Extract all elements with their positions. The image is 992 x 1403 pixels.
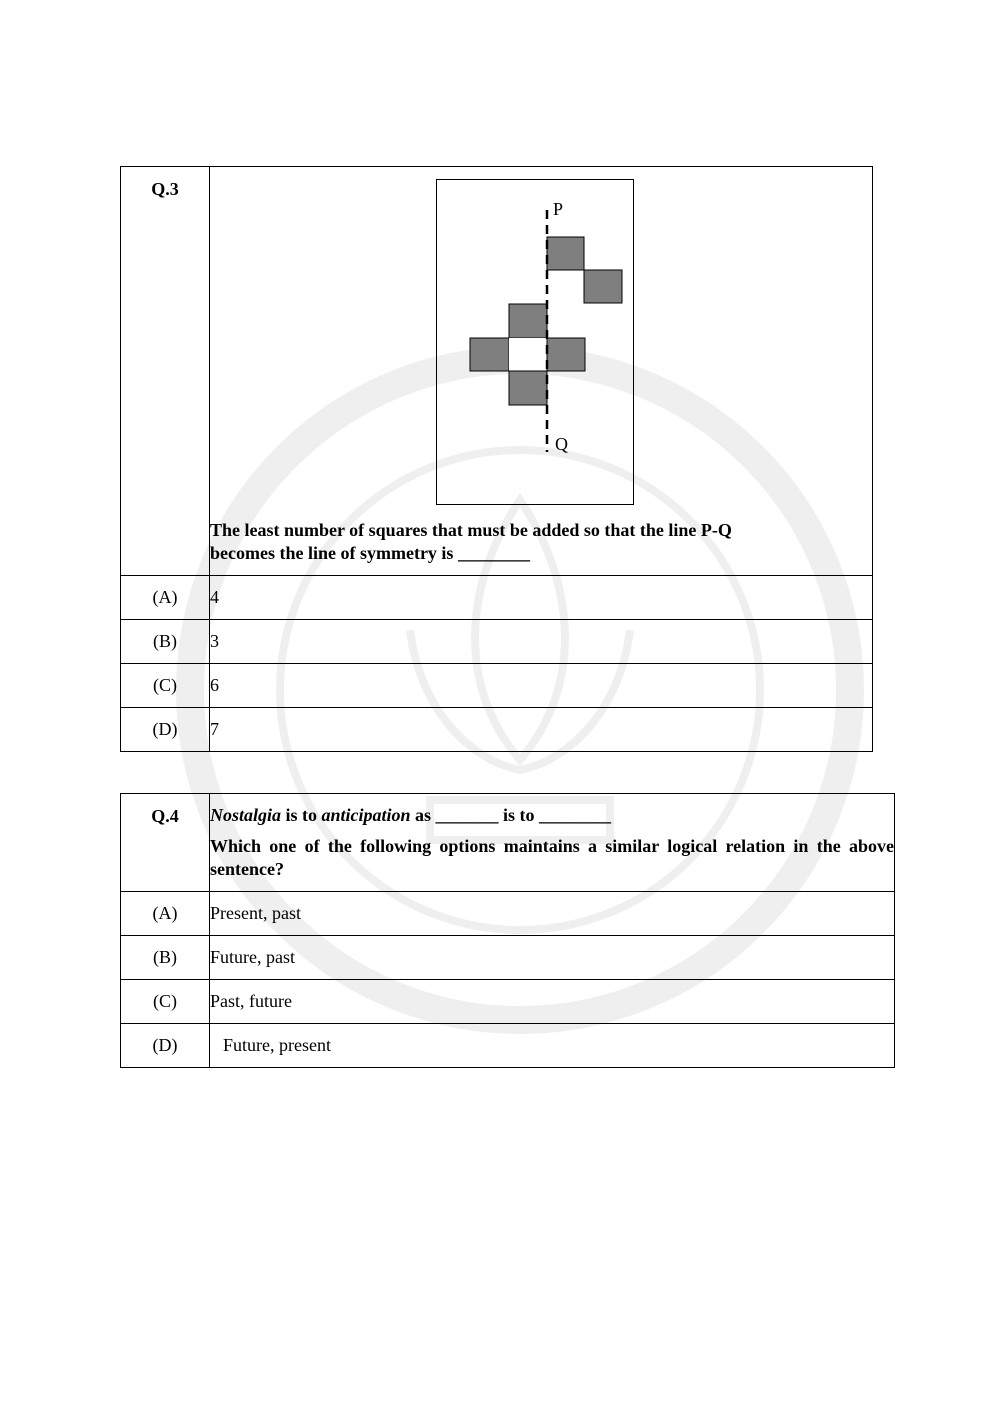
option-label: (B) (121, 620, 210, 664)
shaded-square (584, 270, 622, 303)
shaded-square (547, 237, 584, 270)
question-instruction: Which one of the following options maintains a similar logical relation in the above sentence? (210, 836, 894, 879)
question-3-table (120, 166, 873, 752)
question-number: Q.4 (121, 794, 210, 892)
option-text: 6 (210, 664, 873, 708)
symmetry-figure (436, 179, 634, 505)
question-number: Q.3 (121, 167, 210, 576)
stem-italic-word: anticipation (321, 805, 411, 825)
option-row-b (121, 936, 895, 980)
label-q: Q (555, 434, 568, 454)
option-row-b (121, 620, 873, 664)
option-label: (D) (121, 1024, 210, 1068)
symmetry-diagram (437, 180, 633, 504)
stem-text: is to (281, 805, 322, 825)
question-stem (210, 804, 894, 827)
option-label: (A) (121, 892, 210, 936)
option-label: (A) (121, 576, 210, 620)
option-row-d (121, 1024, 895, 1068)
option-row-a (121, 576, 873, 620)
shaded-square (547, 338, 585, 371)
question-body (210, 167, 873, 576)
question-body (210, 794, 895, 892)
option-text: 4 (210, 576, 873, 620)
label-p: P (553, 199, 564, 219)
option-text: Present, past (210, 892, 895, 936)
option-label: (D) (121, 708, 210, 752)
option-row-a (121, 892, 895, 936)
option-text: 7 (210, 708, 873, 752)
option-row-d (121, 708, 873, 752)
option-text: Past, future (210, 980, 895, 1024)
option-row-c (121, 664, 873, 708)
option-text: 3 (210, 620, 873, 664)
shaded-square (470, 338, 509, 371)
option-label: (C) (121, 980, 210, 1024)
option-label: (B) (121, 936, 210, 980)
stem-text: as _______ is to ________ (410, 805, 612, 825)
question-stem (210, 519, 872, 565)
empty-square (509, 338, 547, 371)
option-label: (C) (121, 664, 210, 708)
option-row-c (121, 980, 895, 1024)
shaded-square (509, 304, 547, 338)
stem-line-2: becomes the line of symmetry is ________ (210, 543, 530, 563)
stem-line-1: The least number of squares that must be added so that the line P-Q (210, 520, 732, 540)
option-text: Future, past (210, 936, 895, 980)
shaded-square (509, 371, 547, 405)
question-4-table (120, 793, 895, 1068)
stem-italic-word: Nostalgia (210, 805, 282, 825)
option-text: Future, present (210, 1024, 895, 1068)
